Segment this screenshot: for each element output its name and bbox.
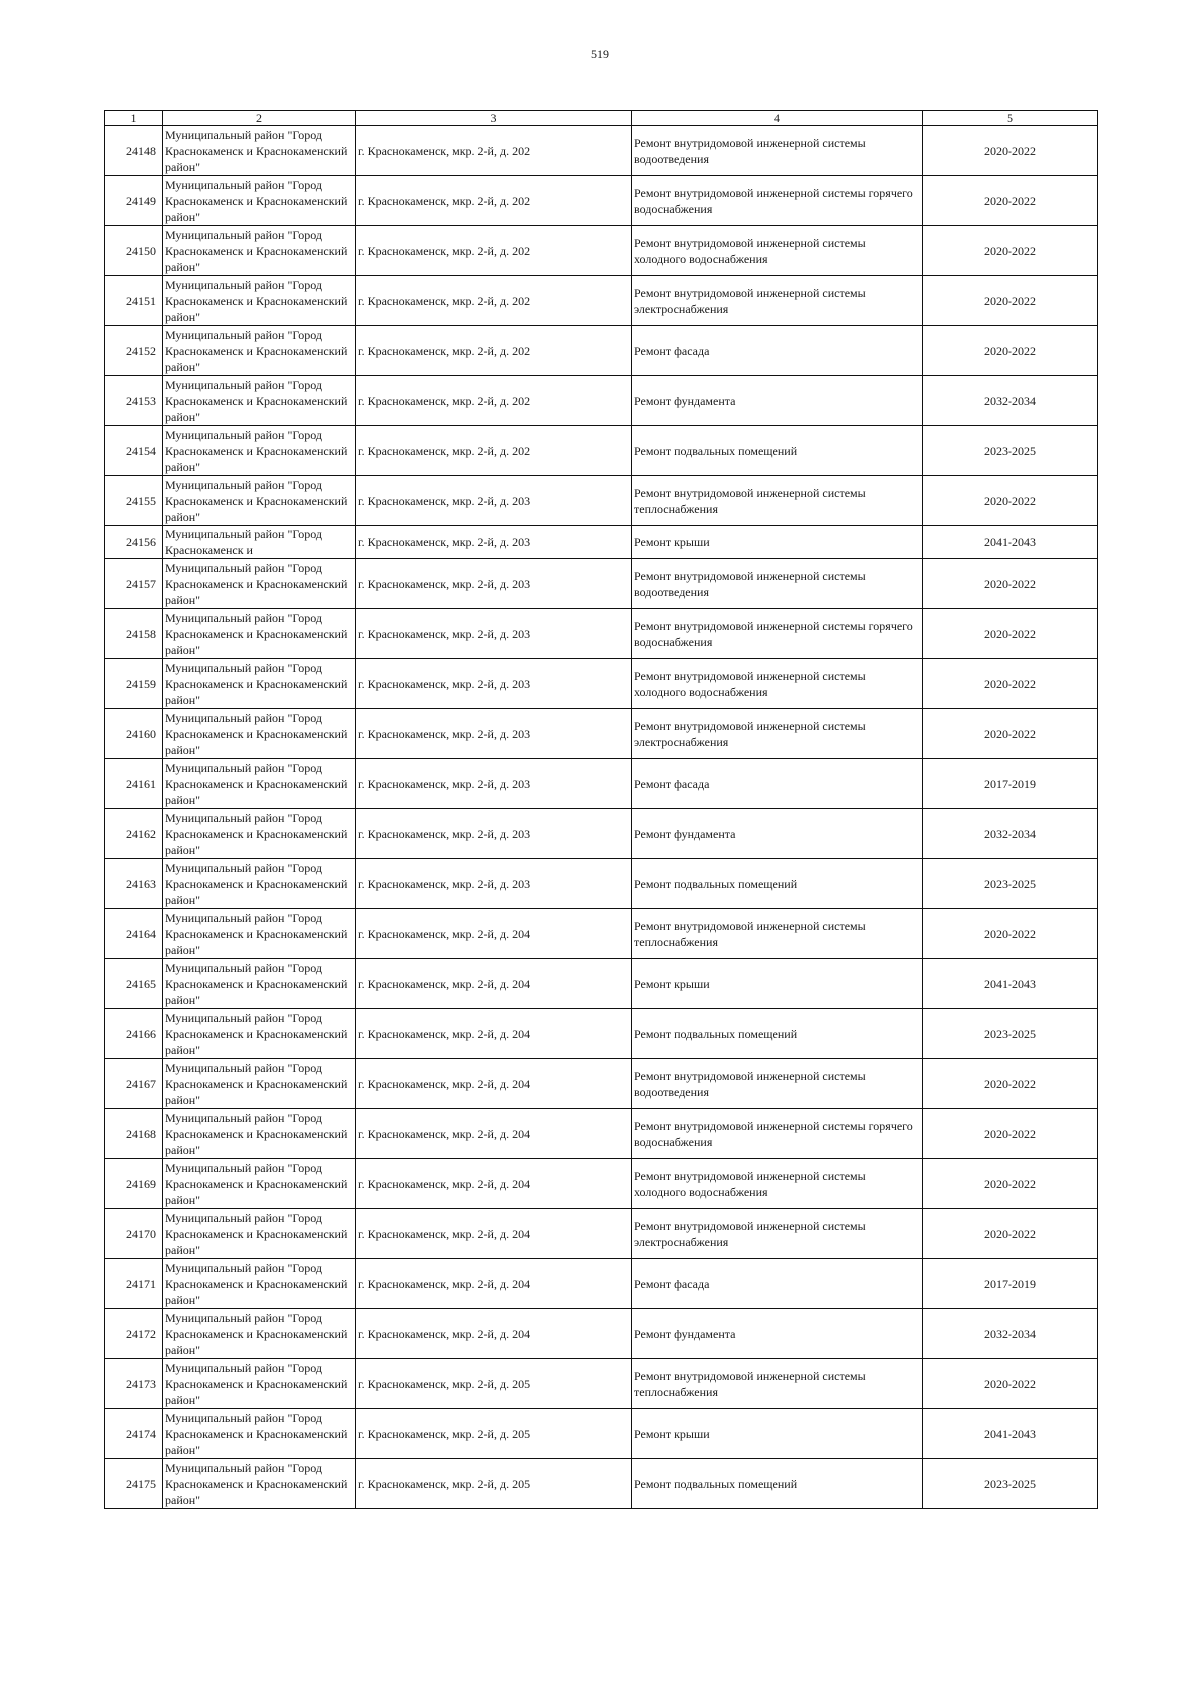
municipality-cell: Муниципальный район "Город Краснокаменск и Краснокаменский район" (163, 1109, 356, 1159)
work-type-cell: Ремонт фундамента (632, 809, 923, 859)
period-cell: 2020-2022 (923, 559, 1098, 609)
municipality-cell: Муниципальный район "Город Краснокаменск и Краснокаменский район" (163, 859, 356, 909)
address-cell: г. Краснокаменск, мкр. 2-й, д. 204 (356, 1009, 632, 1059)
municipality-cell: Муниципальный район "Город Краснокаменск и Краснокаменский район" (163, 1209, 356, 1259)
work-type-cell: Ремонт внутридомовой инженерной системы водоотведения (632, 1059, 923, 1109)
row-number-cell: 24168 (105, 1109, 163, 1159)
row-number-cell: 24172 (105, 1309, 163, 1359)
row-number-cell: 24150 (105, 226, 163, 276)
row-number-cell: 24174 (105, 1409, 163, 1459)
row-number-cell: 24169 (105, 1159, 163, 1209)
period-cell: 2020-2022 (923, 176, 1098, 226)
row-number-cell: 24155 (105, 476, 163, 526)
address-cell: г. Краснокаменск, мкр. 2-й, д. 205 (356, 1359, 632, 1409)
municipality-cell: Муниципальный район "Город Краснокаменск и Краснокаменский район" (163, 659, 356, 709)
work-type-cell: Ремонт фундамента (632, 1309, 923, 1359)
address-cell: г. Краснокаменск, мкр. 2-й, д. 203 (356, 559, 632, 609)
row-number-cell: 24158 (105, 609, 163, 659)
work-type-cell: Ремонт крыши (632, 1409, 923, 1459)
address-cell: г. Краснокаменск, мкр. 2-й, д. 203 (356, 809, 632, 859)
table-body (105, 111, 1098, 1509)
period-cell: 2032-2034 (923, 1309, 1098, 1359)
table-row (105, 526, 1098, 559)
work-type-cell: Ремонт внутридомовой инженерной системы холодного водоснабжения (632, 1159, 923, 1209)
municipality-cell: Муниципальный район "Город Краснокаменск и Краснокаменский район" (163, 909, 356, 959)
row-number-cell: 24170 (105, 1209, 163, 1259)
table-row (105, 376, 1098, 426)
work-type-cell: Ремонт фасада (632, 326, 923, 376)
table-row (105, 226, 1098, 276)
period-cell: 2023-2025 (923, 426, 1098, 476)
table-row (105, 1459, 1098, 1509)
address-cell: г. Краснокаменск, мкр. 2-й, д. 204 (356, 1109, 632, 1159)
row-number-cell: 24167 (105, 1059, 163, 1109)
period-cell: 2020-2022 (923, 476, 1098, 526)
address-cell: г. Краснокаменск, мкр. 2-й, д. 204 (356, 1159, 632, 1209)
municipality-cell: Муниципальный район "Город Краснокаменск и Краснокаменский район" (163, 226, 356, 276)
work-type-cell: Ремонт внутридомовой инженерной системы теплоснабжения (632, 1359, 923, 1409)
table-row (105, 426, 1098, 476)
row-number-cell: 24156 (105, 526, 163, 559)
period-cell: 2041-2043 (923, 526, 1098, 559)
municipality-cell: Муниципальный район "Город Краснокаменск и Краснокаменский район" (163, 276, 356, 326)
row-number-cell: 24161 (105, 759, 163, 809)
period-cell: 2020-2022 (923, 1159, 1098, 1209)
row-number-cell: 24166 (105, 1009, 163, 1059)
row-number-cell: 24175 (105, 1459, 163, 1509)
header-cell-4: 4 (632, 111, 923, 126)
period-cell: 2020-2022 (923, 276, 1098, 326)
address-cell: г. Краснокаменск, мкр. 2-й, д. 202 (356, 276, 632, 326)
period-cell: 2017-2019 (923, 759, 1098, 809)
address-cell: г. Краснокаменск, мкр. 2-й, д. 202 (356, 226, 632, 276)
header-cell-3: 3 (356, 111, 632, 126)
address-cell: г. Краснокаменск, мкр. 2-й, д. 203 (356, 609, 632, 659)
municipality-cell: Муниципальный район "Город Краснокаменск и Краснокаменский район" (163, 709, 356, 759)
capital-repair-table (104, 110, 1098, 1509)
municipality-cell: Муниципальный район "Город Краснокаменск и Краснокаменский район" (163, 326, 356, 376)
address-cell: г. Краснокаменск, мкр. 2-й, д. 202 (356, 376, 632, 426)
period-cell: 2020-2022 (923, 609, 1098, 659)
period-cell: 2020-2022 (923, 1109, 1098, 1159)
period-cell: 2020-2022 (923, 1059, 1098, 1109)
table-row (105, 909, 1098, 959)
table-row (105, 1059, 1098, 1109)
work-type-cell: Ремонт внутридомовой инженерной системы водоотведения (632, 126, 923, 176)
municipality-cell: Муниципальный район "Город Краснокаменск и Краснокаменский район" (163, 1409, 356, 1459)
row-number-cell: 24151 (105, 276, 163, 326)
address-cell: г. Краснокаменск, мкр. 2-й, д. 204 (356, 1209, 632, 1259)
row-number-cell: 24152 (105, 326, 163, 376)
period-cell: 2017-2019 (923, 1259, 1098, 1309)
municipality-cell: Муниципальный район "Город Краснокаменск и Краснокаменский район" (163, 1009, 356, 1059)
table-row (105, 1209, 1098, 1259)
row-number-cell: 24160 (105, 709, 163, 759)
table-row (105, 709, 1098, 759)
municipality-cell: Муниципальный район "Город Краснокаменск и Краснокаменский район" (163, 609, 356, 659)
row-number-cell: 24162 (105, 809, 163, 859)
work-type-cell: Ремонт внутридомовой инженерной системы электроснабжения (632, 276, 923, 326)
work-type-cell: Ремонт внутридомовой инженерной системы горячего водоснабжения (632, 1109, 923, 1159)
municipality-cell: Муниципальный район "Город Краснокаменск и Краснокаменский район" (163, 476, 356, 526)
work-type-cell: Ремонт внутридомовой инженерной системы водоотведения (632, 559, 923, 609)
work-type-cell: Ремонт крыши (632, 959, 923, 1009)
period-cell: 2020-2022 (923, 709, 1098, 759)
table-row (105, 759, 1098, 809)
address-cell: г. Краснокаменск, мкр. 2-й, д. 202 (356, 126, 632, 176)
row-number-cell: 24164 (105, 909, 163, 959)
work-type-cell: Ремонт крыши (632, 526, 923, 559)
row-number-cell: 24154 (105, 426, 163, 476)
period-cell: 2020-2022 (923, 659, 1098, 709)
address-cell: г. Краснокаменск, мкр. 2-й, д. 204 (356, 909, 632, 959)
municipality-cell: Муниципальный район "Город Краснокаменск и Краснокаменский район" (163, 1259, 356, 1309)
address-cell: г. Краснокаменск, мкр. 2-й, д. 203 (356, 759, 632, 809)
address-cell: г. Краснокаменск, мкр. 2-й, д. 203 (356, 476, 632, 526)
address-cell: г. Краснокаменск, мкр. 2-й, д. 202 (356, 326, 632, 376)
row-number-cell: 24157 (105, 559, 163, 609)
period-cell: 2020-2022 (923, 1209, 1098, 1259)
table-row (105, 1159, 1098, 1209)
work-type-cell: Ремонт подвальных помещений (632, 426, 923, 476)
municipality-cell: Муниципальный район "Город Краснокаменск и Краснокаменский район" (163, 559, 356, 609)
table-row (105, 1009, 1098, 1059)
period-cell: 2023-2025 (923, 859, 1098, 909)
period-cell: 2023-2025 (923, 1459, 1098, 1509)
work-type-cell: Ремонт внутридомовой инженерной системы теплоснабжения (632, 909, 923, 959)
address-cell: г. Краснокаменск, мкр. 2-й, д. 203 (356, 859, 632, 909)
municipality-cell: Муниципальный район "Город Краснокаменск и Краснокаменский район" (163, 1159, 356, 1209)
address-cell: г. Краснокаменск, мкр. 2-й, д. 205 (356, 1459, 632, 1509)
table-row (105, 1309, 1098, 1359)
work-type-cell: Ремонт внутридомовой инженерной системы электроснабжения (632, 1209, 923, 1259)
header-cell-1: 1 (105, 111, 163, 126)
municipality-cell: Муниципальный район "Город Краснокаменск и Краснокаменский район" (163, 426, 356, 476)
row-number-cell: 24163 (105, 859, 163, 909)
period-cell: 2041-2043 (923, 1409, 1098, 1459)
row-number-cell: 24159 (105, 659, 163, 709)
municipality-cell: Муниципальный район "Город Краснокаменск и Краснокаменский район" (163, 176, 356, 226)
table-row (105, 1109, 1098, 1159)
page-number: 519 (591, 47, 609, 61)
row-number-cell: 24149 (105, 176, 163, 226)
address-cell: г. Краснокаменск, мкр. 2-й, д. 204 (356, 1309, 632, 1359)
period-cell: 2032-2034 (923, 376, 1098, 426)
municipality-cell: Муниципальный район "Город Краснокаменск и Краснокаменский район" (163, 759, 356, 809)
work-type-cell: Ремонт фасада (632, 759, 923, 809)
address-cell: г. Краснокаменск, мкр. 2-й, д. 203 (356, 659, 632, 709)
work-type-cell: Ремонт внутридомовой инженерной системы электроснабжения (632, 709, 923, 759)
table-row (105, 609, 1098, 659)
table-row (105, 476, 1098, 526)
address-cell: г. Краснокаменск, мкр. 2-й, д. 203 (356, 526, 632, 559)
table-row (105, 1409, 1098, 1459)
row-number-cell: 24148 (105, 126, 163, 176)
table-row (105, 559, 1098, 609)
table-row (105, 809, 1098, 859)
work-type-cell: Ремонт внутридомовой инженерной системы холодного водоснабжения (632, 226, 923, 276)
address-cell: г. Краснокаменск, мкр. 2-й, д. 202 (356, 426, 632, 476)
work-type-cell: Ремонт подвальных помещений (632, 1009, 923, 1059)
table-row (105, 126, 1098, 176)
table-row (105, 176, 1098, 226)
header-cell-2: 2 (163, 111, 356, 126)
row-number-cell: 24171 (105, 1259, 163, 1309)
municipality-cell: Муниципальный район "Город Краснокаменск и Краснокаменский район" (163, 1059, 356, 1109)
period-cell: 2020-2022 (923, 1359, 1098, 1409)
municipality-cell: Муниципальный район "Город Краснокаменск и (163, 526, 356, 559)
address-cell: г. Краснокаменск, мкр. 2-й, д. 204 (356, 959, 632, 1009)
period-cell: 2020-2022 (923, 226, 1098, 276)
header-cell-5: 5 (923, 111, 1098, 126)
table-row (105, 276, 1098, 326)
row-number-cell: 24165 (105, 959, 163, 1009)
row-number-cell: 24153 (105, 376, 163, 426)
municipality-cell: Муниципальный район "Город Краснокаменск и Краснокаменский район" (163, 126, 356, 176)
table-row (105, 1359, 1098, 1409)
work-type-cell: Ремонт подвальных помещений (632, 1459, 923, 1509)
period-cell: 2032-2034 (923, 809, 1098, 859)
municipality-cell: Муниципальный район "Город Краснокаменск и Краснокаменский район" (163, 1309, 356, 1359)
address-cell: г. Краснокаменск, мкр. 2-й, д. 202 (356, 176, 632, 226)
work-type-cell: Ремонт внутридомовой инженерной системы горячего водоснабжения (632, 176, 923, 226)
work-type-cell: Ремонт фундамента (632, 376, 923, 426)
period-cell: 2020-2022 (923, 126, 1098, 176)
period-cell: 2041-2043 (923, 959, 1098, 1009)
work-type-cell: Ремонт внутридомовой инженерной системы теплоснабжения (632, 476, 923, 526)
work-type-cell: Ремонт фасада (632, 1259, 923, 1309)
address-cell: г. Краснокаменск, мкр. 2-й, д. 204 (356, 1259, 632, 1309)
table-row (105, 1259, 1098, 1309)
period-cell: 2023-2025 (923, 1009, 1098, 1059)
table-row (105, 659, 1098, 709)
row-number-cell: 24173 (105, 1359, 163, 1409)
table-row (105, 959, 1098, 1009)
work-type-cell: Ремонт внутридомовой инженерной системы горячего водоснабжения (632, 609, 923, 659)
period-cell: 2020-2022 (923, 909, 1098, 959)
work-type-cell: Ремонт подвальных помещений (632, 859, 923, 909)
address-cell: г. Краснокаменск, мкр. 2-й, д. 205 (356, 1409, 632, 1459)
municipality-cell: Муниципальный район "Город Краснокаменск и Краснокаменский район" (163, 1359, 356, 1409)
municipality-cell: Муниципальный район "Город Краснокаменск и Краснокаменский район" (163, 959, 356, 1009)
header-row (105, 111, 1098, 126)
municipality-cell: Муниципальный район "Город Краснокаменск и Краснокаменский район" (163, 1459, 356, 1509)
period-cell: 2020-2022 (923, 326, 1098, 376)
municipality-cell: Муниципальный район "Город Краснокаменск и Краснокаменский район" (163, 809, 356, 859)
address-cell: г. Краснокаменск, мкр. 2-й, д. 203 (356, 709, 632, 759)
table-row (105, 326, 1098, 376)
table-row (105, 859, 1098, 909)
address-cell: г. Краснокаменск, мкр. 2-й, д. 204 (356, 1059, 632, 1109)
work-type-cell: Ремонт внутридомовой инженерной системы холодного водоснабжения (632, 659, 923, 709)
municipality-cell: Муниципальный район "Город Краснокаменск и Краснокаменский район" (163, 376, 356, 426)
